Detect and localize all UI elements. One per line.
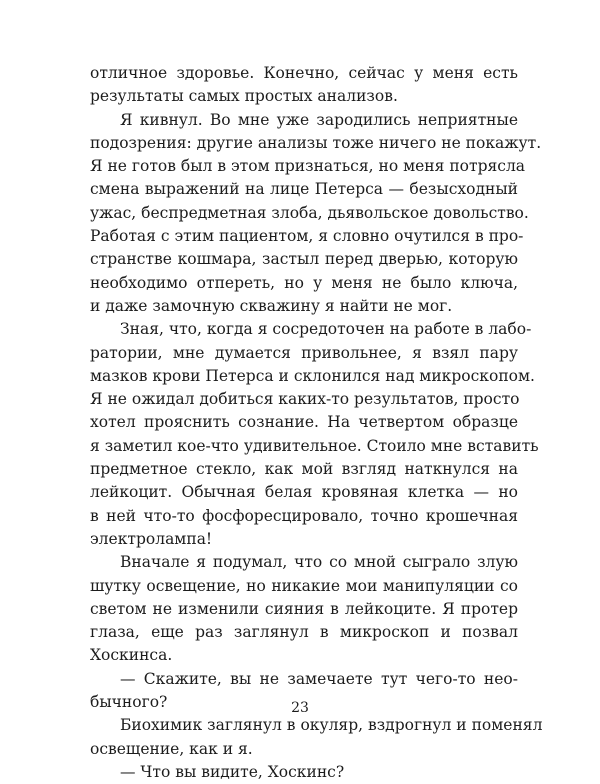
text-line: Вначале я подумал, что со мной сыграло злую bbox=[120, 553, 518, 572]
text-line: Я кивнул. Во мне уже зародились неприятные bbox=[120, 110, 518, 129]
text-line: шутку освещение, но никакие мои манипуляции со bbox=[90, 576, 518, 595]
text-line: хотел прояснить сознание. На четвертом образце bbox=[90, 413, 518, 432]
text-line: Биохимик заглянул в окуляр, вздрогнул и поменял bbox=[120, 716, 543, 735]
text-line: Зная, что, когда я сосредоточен на работе в лабо- bbox=[120, 320, 532, 339]
text-line: Я не готов был в этом признаться, но меня потрясла bbox=[90, 157, 526, 176]
text-line: в ней что-то фосфоресцировало, точно крошечная bbox=[90, 506, 518, 525]
paragraph-1 bbox=[90, 62, 518, 109]
text-line: смена выражений на лице Петерса — безысходный bbox=[90, 180, 518, 199]
text-line: бычного? bbox=[90, 693, 168, 712]
text-line: освещение, как и я. bbox=[90, 739, 253, 758]
text-line: — Что вы видите, Хоскинс? bbox=[120, 762, 345, 781]
text-line: предметное стекло, как мой взгляд наткнулся на bbox=[90, 460, 518, 479]
page-text-block bbox=[90, 62, 543, 784]
text-line: Хоскинса. bbox=[90, 646, 173, 665]
paragraph-2 bbox=[90, 109, 542, 319]
paragraph-7 bbox=[90, 761, 518, 784]
paragraph-3 bbox=[90, 318, 539, 551]
text-line: мазков крови Петерса и склонился над микроскопом. bbox=[90, 366, 535, 385]
text-line: я заметил кое-что удивительное. Стоило мне вставить bbox=[90, 436, 539, 455]
text-line: результаты самых простых анализов. bbox=[90, 87, 398, 106]
text-line: и даже замочную скважину я найти не мог. bbox=[90, 296, 453, 315]
text-line: электролампа! bbox=[90, 529, 213, 548]
text-line: глаза, еще раз заглянул в микроскоп и позвал bbox=[90, 623, 518, 642]
text-line: необходимо отпереть, но у меня не было ключа, bbox=[90, 273, 518, 292]
text-line: ратории, мне думается привольнее, я взял пару bbox=[90, 343, 518, 362]
text-line: подозрения: другие анализы тоже ничего не покажут. bbox=[90, 133, 542, 152]
text-line: Работая с этим пациентом, я словно очутился в про- bbox=[90, 227, 524, 246]
text-line: отличное здоровье. Конечно, сейчас у меня есть bbox=[90, 64, 518, 82]
text-line: Я не ожидал добиться каких-то результатов, просто bbox=[90, 390, 520, 409]
text-line: ужас, беспредметная злоба, дьявольское довольство. bbox=[90, 203, 529, 222]
paragraph-6 bbox=[90, 714, 543, 761]
text-line: светом не изменили сияния в лейкоците. Я протер bbox=[90, 599, 518, 618]
text-line: лейкоцит. Обычная белая кровяная клетка — но bbox=[90, 483, 518, 502]
text-line: странстве кошмара, застыл перед дверью, которую bbox=[90, 250, 518, 269]
page-number: 23 bbox=[291, 700, 309, 716]
paragraph-4 bbox=[90, 551, 518, 667]
text-line: — Скажите, вы не замечаете тут чего-то нео- bbox=[120, 669, 518, 688]
